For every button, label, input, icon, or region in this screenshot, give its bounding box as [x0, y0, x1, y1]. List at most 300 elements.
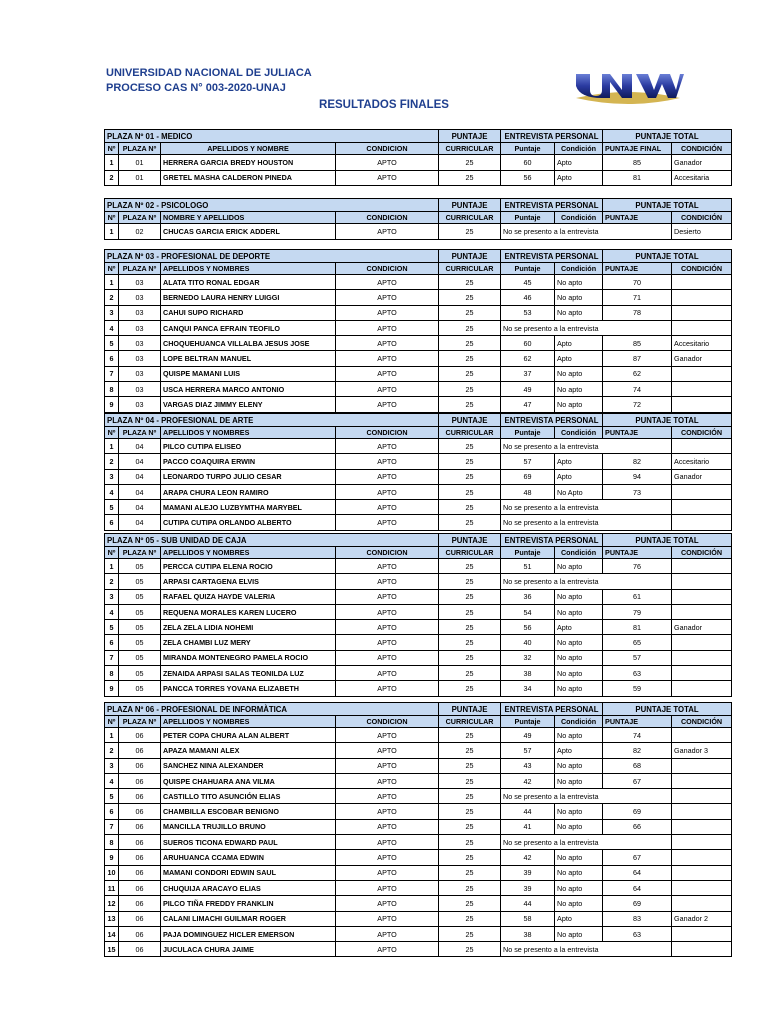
- row-no-show-note: No se presento a la entrevista: [501, 515, 672, 530]
- row-plaza: 06: [119, 728, 161, 743]
- row-curricular: 25: [439, 155, 501, 171]
- row-number: 5: [105, 336, 119, 351]
- row-condicion: APTO: [336, 819, 439, 834]
- row-curricular: 25: [439, 290, 501, 305]
- row-number: 4: [105, 604, 119, 619]
- row-number: 1: [105, 728, 119, 743]
- row-condicion-final: [672, 589, 732, 604]
- row-condicion: APTO: [336, 589, 439, 604]
- row-condicion: APTO: [336, 880, 439, 895]
- row-condicion: APTO: [336, 155, 439, 171]
- table-row: [105, 650, 732, 665]
- row-curricular: 25: [439, 789, 501, 804]
- table-row: [105, 865, 732, 880]
- col-header-nombre: APELLIDOS Y NOMBRES: [161, 263, 336, 275]
- row-curricular: 25: [439, 804, 501, 819]
- col-header-plaza: PLAZA Nº: [119, 716, 161, 728]
- row-condicion-entrevista: No apto: [555, 681, 603, 696]
- row-name: CHOQUEHUANCA VILLALBA JESUS JOSE: [161, 336, 336, 351]
- table-row: [105, 469, 732, 484]
- row-puntaje-entrevista: 57: [501, 454, 555, 469]
- row-condicion-entrevista: Apto: [555, 743, 603, 758]
- row-puntaje-final: 79: [603, 604, 672, 619]
- header-total: PUNTAJE TOTAL: [603, 534, 732, 547]
- row-plaza: 05: [119, 635, 161, 650]
- row-condicion: APTO: [336, 500, 439, 515]
- row-condicion-final: [672, 574, 732, 589]
- row-condicion-final: [672, 275, 732, 290]
- row-condicion: APTO: [336, 911, 439, 926]
- row-condicion-final: [672, 484, 732, 499]
- row-puntaje-final: 72: [603, 397, 672, 412]
- row-puntaje-entrevista: 36: [501, 589, 555, 604]
- row-name: USCA HERRERA MARCO ANTONIO: [161, 382, 336, 397]
- row-puntaje-final: 82: [603, 743, 672, 758]
- row-condicion-final: Ganador: [672, 155, 732, 171]
- table-row: [105, 942, 732, 957]
- row-number: 4: [105, 484, 119, 499]
- row-number: 12: [105, 896, 119, 911]
- table-row: [105, 773, 732, 788]
- results-table-plaza-2: [104, 198, 732, 240]
- row-condicion-final: [672, 896, 732, 911]
- row-condicion: APTO: [336, 926, 439, 941]
- row-puntaje-entrevista: 42: [501, 850, 555, 865]
- table-row: [105, 397, 732, 412]
- table-row: [105, 604, 732, 619]
- col-header-puntaje-final: PUNTAJE: [603, 427, 672, 439]
- row-condicion-final: [672, 366, 732, 381]
- row-name: ZELA CHAMBI LUZ MERY: [161, 635, 336, 650]
- row-number: 6: [105, 351, 119, 366]
- table-row: [105, 275, 732, 290]
- row-condicion: APTO: [336, 559, 439, 574]
- row-puntaje-entrevista: 44: [501, 896, 555, 911]
- row-condicion-final: [672, 819, 732, 834]
- col-header-condicion: CONDICION: [336, 212, 439, 224]
- row-plaza: 05: [119, 620, 161, 635]
- row-puntaje-entrevista: 51: [501, 559, 555, 574]
- university-name: UNIVERSIDAD NACIONAL DE JULIACA: [106, 67, 312, 79]
- row-condicion-entrevista: No apto: [555, 589, 603, 604]
- row-curricular: 25: [439, 469, 501, 484]
- row-condicion: APTO: [336, 336, 439, 351]
- row-name: MAMANI CONDORI EDWIN SAUL: [161, 865, 336, 880]
- row-number: 4: [105, 320, 119, 335]
- row-puntaje-final: 85: [603, 336, 672, 351]
- row-condicion-final: [672, 880, 732, 895]
- row-condicion-entrevista: Apto: [555, 336, 603, 351]
- row-plaza: 04: [119, 500, 161, 515]
- row-curricular: 25: [439, 170, 501, 186]
- row-plaza: 06: [119, 850, 161, 865]
- header-total: PUNTAJE TOTAL: [603, 199, 732, 212]
- row-curricular: 25: [439, 351, 501, 366]
- row-condicion: APTO: [336, 469, 439, 484]
- row-no-show-note: No se presento a la entrevista: [501, 439, 672, 454]
- row-puntaje-entrevista: 39: [501, 880, 555, 895]
- table-row: [105, 484, 732, 499]
- row-number: 1: [105, 439, 119, 454]
- table-row: [105, 559, 732, 574]
- row-plaza: 05: [119, 559, 161, 574]
- col-header-numero: Nº: [105, 263, 119, 275]
- col-header-condicion: CONDICION: [336, 716, 439, 728]
- row-number: 7: [105, 819, 119, 834]
- row-condicion: APTO: [336, 728, 439, 743]
- page-title: RESULTADOS FINALES: [319, 99, 449, 111]
- row-curricular: 25: [439, 728, 501, 743]
- row-condicion-entrevista: No Apto: [555, 484, 603, 499]
- row-name: ZELA ZELA LIDIA NOHEMI: [161, 620, 336, 635]
- row-puntaje-entrevista: 42: [501, 773, 555, 788]
- table-row: [105, 620, 732, 635]
- header-entrevista: ENTREVISTA PERSONAL: [501, 703, 603, 716]
- row-name: HERRERA GARCIA BREDY HOUSTON: [161, 155, 336, 171]
- table-row: [105, 835, 732, 850]
- row-curricular: 25: [439, 850, 501, 865]
- col-header-curricular: CURRICULAR: [439, 427, 501, 439]
- row-no-show-note: No se presento a la entrevista: [501, 320, 672, 335]
- row-number: 5: [105, 500, 119, 515]
- row-number: 4: [105, 773, 119, 788]
- row-condicion-final: [672, 382, 732, 397]
- row-puntaje-entrevista: 62: [501, 351, 555, 366]
- table-row: [105, 574, 732, 589]
- table-row: [105, 336, 732, 351]
- row-number: 2: [105, 170, 119, 186]
- row-condicion-entrevista: Apto: [555, 620, 603, 635]
- row-condicion: APTO: [336, 397, 439, 412]
- row-name: CHUCAS GARCIA ERICK ADDERL: [161, 224, 336, 240]
- row-name: SUEROS TICONA EDWARD PAUL: [161, 835, 336, 850]
- row-name: VARGAS DIAZ JIMMY ELENY: [161, 397, 336, 412]
- table-row: [105, 500, 732, 515]
- row-plaza: 05: [119, 681, 161, 696]
- row-puntaje-entrevista: 53: [501, 305, 555, 320]
- row-condicion-final: [672, 500, 732, 515]
- row-condicion-final: [672, 290, 732, 305]
- col-header-condicion-entrevista: Condición: [555, 427, 603, 439]
- row-number: 11: [105, 880, 119, 895]
- col-header-puntaje: Puntaje: [501, 263, 555, 275]
- row-puntaje-final: 74: [603, 728, 672, 743]
- row-condicion-entrevista: No apto: [555, 382, 603, 397]
- row-condicion: APTO: [336, 574, 439, 589]
- row-number: 10: [105, 865, 119, 880]
- col-header-puntaje-final: PUNTAJE: [603, 212, 672, 224]
- row-curricular: 25: [439, 454, 501, 469]
- row-number: 1: [105, 155, 119, 171]
- table-row: [105, 170, 732, 186]
- row-condicion-entrevista: No apto: [555, 758, 603, 773]
- row-puntaje-final: 83: [603, 911, 672, 926]
- col-header-condicion-entrevista: Condición: [555, 547, 603, 559]
- row-puntaje-final: 85: [603, 155, 672, 171]
- row-condicion-final: Accesitario: [672, 454, 732, 469]
- row-condicion: APTO: [336, 604, 439, 619]
- col-header-numero: Nº: [105, 212, 119, 224]
- row-condicion-entrevista: No apto: [555, 850, 603, 865]
- row-no-show-note: No se presento a la entrevista: [501, 942, 672, 957]
- row-plaza: 06: [119, 743, 161, 758]
- row-puntaje-entrevista: 57: [501, 743, 555, 758]
- row-curricular: 25: [439, 559, 501, 574]
- row-puntaje-final: 81: [603, 620, 672, 635]
- col-header-puntaje-final: PUNTAJE: [603, 547, 672, 559]
- col-header-nombre: APELLIDOS Y NOMBRES: [161, 547, 336, 559]
- row-puntaje-final: 69: [603, 804, 672, 819]
- row-number: 9: [105, 397, 119, 412]
- row-puntaje-final: 73: [603, 484, 672, 499]
- row-name: ALATA TITO RONAL EDGAR: [161, 275, 336, 290]
- row-number: 2: [105, 290, 119, 305]
- row-curricular: 25: [439, 743, 501, 758]
- col-header-numero: Nº: [105, 427, 119, 439]
- row-condicion: APTO: [336, 620, 439, 635]
- row-plaza: 05: [119, 666, 161, 681]
- row-condicion-entrevista: No apto: [555, 397, 603, 412]
- col-header-puntaje: Puntaje: [501, 547, 555, 559]
- row-no-show-note: No se presento a la entrevista: [501, 574, 672, 589]
- row-name: ZENAIDA ARPASI SALAS TEONILDA LUZ: [161, 666, 336, 681]
- row-curricular: 25: [439, 224, 501, 240]
- row-puntaje-entrevista: 58: [501, 911, 555, 926]
- row-number: 13: [105, 911, 119, 926]
- table-row: [105, 880, 732, 895]
- header-entrevista: ENTREVISTA PERSONAL: [501, 414, 603, 427]
- row-condicion: APTO: [336, 454, 439, 469]
- row-number: 8: [105, 382, 119, 397]
- col-header-nombre: NOMBRE Y APELLIDOS: [161, 212, 336, 224]
- results-table-plaza-1: [104, 129, 732, 186]
- row-condicion: APTO: [336, 351, 439, 366]
- row-plaza: 05: [119, 650, 161, 665]
- row-puntaje-entrevista: 45: [501, 275, 555, 290]
- row-number: 1: [105, 275, 119, 290]
- row-puntaje-entrevista: 46: [501, 290, 555, 305]
- row-puntaje-final: 68: [603, 758, 672, 773]
- table-row: [105, 804, 732, 819]
- row-name: QUISPE MAMANI LUIS: [161, 366, 336, 381]
- row-condicion: APTO: [336, 224, 439, 240]
- col-header-nombre: APELLIDOS Y NOMBRES: [161, 427, 336, 439]
- row-plaza: 01: [119, 155, 161, 171]
- row-puntaje-entrevista: 60: [501, 336, 555, 351]
- row-condicion-final: [672, 789, 732, 804]
- row-curricular: 25: [439, 589, 501, 604]
- row-puntaje-entrevista: 69: [501, 469, 555, 484]
- row-puntaje-final: 94: [603, 469, 672, 484]
- col-header-puntaje-final: PUNTAJE FINAL: [603, 143, 672, 155]
- row-name: QUISPE CHAHUARA ANA VILMA: [161, 773, 336, 788]
- row-condicion: APTO: [336, 896, 439, 911]
- row-name: PILCO TIÑA FREDDY FRANKLIN: [161, 896, 336, 911]
- col-header-condicion: CONDICION: [336, 263, 439, 275]
- row-number: 9: [105, 850, 119, 865]
- row-name: CALANI LIMACHI GUILMAR ROGER: [161, 911, 336, 926]
- col-header-curricular: CURRICULAR: [439, 716, 501, 728]
- row-number: 6: [105, 635, 119, 650]
- table-row: [105, 819, 732, 834]
- row-puntaje-final: 67: [603, 850, 672, 865]
- col-header-plaza: PLAZA Nº: [119, 212, 161, 224]
- col-header-plaza: PLAZA Nº: [119, 427, 161, 439]
- row-plaza: 03: [119, 336, 161, 351]
- col-header-condicion-final: CONDICIÓN: [672, 547, 732, 559]
- row-condicion-final: [672, 681, 732, 696]
- row-curricular: 25: [439, 835, 501, 850]
- row-plaza: 06: [119, 773, 161, 788]
- row-puntaje-final: 69: [603, 896, 672, 911]
- header-total: PUNTAJE TOTAL: [603, 250, 732, 263]
- row-puntaje-entrevista: 39: [501, 865, 555, 880]
- row-plaza: 06: [119, 819, 161, 834]
- row-plaza: 03: [119, 366, 161, 381]
- row-name: JUCULACA CHURA JAIME: [161, 942, 336, 957]
- section-title: PLAZA Nº 01 - MEDICO: [105, 130, 439, 143]
- row-name: CUTIPA CUTIPA ORLANDO ALBERTO: [161, 515, 336, 530]
- col-header-nombre: APELLIDOS Y NOMBRE: [161, 143, 336, 155]
- row-puntaje-entrevista: 48: [501, 484, 555, 499]
- section-title: PLAZA Nº 02 - PSICOLOGO: [105, 199, 439, 212]
- row-condicion-final: [672, 666, 732, 681]
- col-header-curricular: CURRICULAR: [439, 143, 501, 155]
- row-puntaje-entrevista: 32: [501, 650, 555, 665]
- col-header-condicion-entrevista: Condición: [555, 212, 603, 224]
- col-header-puntaje: Puntaje: [501, 212, 555, 224]
- row-condicion-final: Accesitaria: [672, 170, 732, 186]
- row-puntaje-entrevista: 41: [501, 819, 555, 834]
- row-plaza: 06: [119, 942, 161, 957]
- row-condicion-entrevista: No apto: [555, 880, 603, 895]
- row-plaza: 06: [119, 835, 161, 850]
- col-header-puntaje-final: PUNTAJE: [603, 716, 672, 728]
- row-condicion-final: [672, 773, 732, 788]
- row-curricular: 25: [439, 620, 501, 635]
- row-puntaje-final: 61: [603, 589, 672, 604]
- header-puntaje: PUNTAJE: [439, 130, 501, 143]
- col-header-numero: Nº: [105, 547, 119, 559]
- row-name: GRETEL MASHA CALDERON PINEDA: [161, 170, 336, 186]
- table-row: [105, 589, 732, 604]
- row-plaza: 06: [119, 926, 161, 941]
- row-condicion-entrevista: No apto: [555, 290, 603, 305]
- col-header-puntaje-final: PUNTAJE: [603, 263, 672, 275]
- row-puntaje-entrevista: 37: [501, 366, 555, 381]
- row-condicion: APTO: [336, 305, 439, 320]
- row-puntaje-final: 81: [603, 170, 672, 186]
- row-plaza: 03: [119, 382, 161, 397]
- section-title: PLAZA Nº 03 - PROFESIONAL DE DEPORTE: [105, 250, 439, 263]
- row-condicion-entrevista: Apto: [555, 351, 603, 366]
- row-plaza: 03: [119, 320, 161, 335]
- row-plaza: 03: [119, 305, 161, 320]
- row-number: 2: [105, 454, 119, 469]
- row-condicion-final: [672, 942, 732, 957]
- row-curricular: 25: [439, 515, 501, 530]
- row-condicion: APTO: [336, 484, 439, 499]
- row-name: CASTILLO TITO ASUNCIÓN ELIAS: [161, 789, 336, 804]
- row-condicion-entrevista: Apto: [555, 170, 603, 186]
- row-puntaje-final: 87: [603, 351, 672, 366]
- row-condicion-entrevista: No apto: [555, 604, 603, 619]
- row-plaza: 03: [119, 275, 161, 290]
- row-number: 5: [105, 620, 119, 635]
- row-condicion-entrevista: No apto: [555, 773, 603, 788]
- col-header-puntaje: Puntaje: [501, 716, 555, 728]
- row-curricular: 25: [439, 275, 501, 290]
- row-condicion-entrevista: No apto: [555, 865, 603, 880]
- row-name: MAMANI ALEJO LUZBYMTHA MARYBEL: [161, 500, 336, 515]
- row-number: 2: [105, 574, 119, 589]
- col-header-condicion-final: CONDICIÓN: [672, 212, 732, 224]
- header-puntaje: PUNTAJE: [439, 703, 501, 716]
- row-number: 1: [105, 559, 119, 574]
- table-row: [105, 320, 732, 335]
- row-condicion: APTO: [336, 773, 439, 788]
- row-plaza: 03: [119, 351, 161, 366]
- row-condicion-final: [672, 439, 732, 454]
- row-condicion: APTO: [336, 650, 439, 665]
- row-condicion-final: [672, 835, 732, 850]
- row-puntaje-final: 74: [603, 382, 672, 397]
- row-puntaje-final: 70: [603, 275, 672, 290]
- row-condicion: APTO: [336, 290, 439, 305]
- col-header-curricular: CURRICULAR: [439, 263, 501, 275]
- row-plaza: 02: [119, 224, 161, 240]
- row-condicion-entrevista: No apto: [555, 819, 603, 834]
- col-header-condicion-final: CONDICIÓN: [672, 143, 732, 155]
- section-title: PLAZA Nº 05 - SUB UNIDAD DE CAJA: [105, 534, 439, 547]
- row-condicion-entrevista: No apto: [555, 728, 603, 743]
- row-number: 3: [105, 589, 119, 604]
- row-name: CAHUI SUPO RICHARD: [161, 305, 336, 320]
- row-puntaje-final: 64: [603, 865, 672, 880]
- row-puntaje-final: 76: [603, 559, 672, 574]
- row-plaza: 06: [119, 896, 161, 911]
- row-curricular: 25: [439, 896, 501, 911]
- row-number: 9: [105, 681, 119, 696]
- table-row: [105, 515, 732, 530]
- row-puntaje-entrevista: 44: [501, 804, 555, 819]
- row-curricular: 25: [439, 366, 501, 381]
- col-header-numero: Nº: [105, 716, 119, 728]
- row-curricular: 25: [439, 397, 501, 412]
- row-puntaje-final: 63: [603, 666, 672, 681]
- row-condicion-final: [672, 320, 732, 335]
- row-name: PAJA DOMINGUEZ HICLER EMERSON: [161, 926, 336, 941]
- row-puntaje-final: 64: [603, 880, 672, 895]
- row-condicion: APTO: [336, 850, 439, 865]
- row-plaza: 04: [119, 454, 161, 469]
- row-puntaje-final: 62: [603, 366, 672, 381]
- results-table-plaza-6: [104, 702, 732, 957]
- row-puntaje-final: 57: [603, 650, 672, 665]
- row-curricular: 25: [439, 484, 501, 499]
- row-condicion: APTO: [336, 275, 439, 290]
- row-number: 14: [105, 926, 119, 941]
- row-name: ARUHUANCA CCAMA EDWIN: [161, 850, 336, 865]
- row-condicion-final: [672, 804, 732, 819]
- col-header-numero: Nº: [105, 143, 119, 155]
- row-condicion-final: [672, 850, 732, 865]
- row-plaza: 01: [119, 170, 161, 186]
- row-plaza: 06: [119, 789, 161, 804]
- row-curricular: 25: [439, 500, 501, 515]
- row-plaza: 06: [119, 880, 161, 895]
- row-puntaje-entrevista: 43: [501, 758, 555, 773]
